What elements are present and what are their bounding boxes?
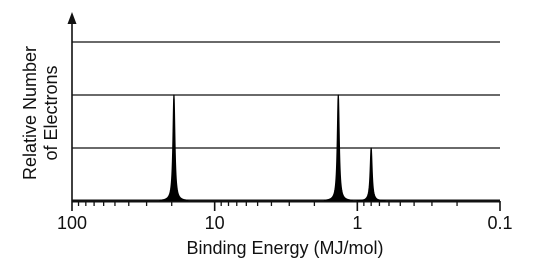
x-axis-label: Binding Energy (MJ/mol) — [186, 238, 384, 258]
y-axis-arrow — [68, 12, 77, 24]
y-axis-label-line-1: Relative Number — [20, 45, 40, 181]
x-tick-label: 100 — [56, 213, 88, 233]
x-tick-label: 10 — [204, 213, 225, 233]
x-ticks — [57, 201, 513, 233]
peak-3 — [357, 148, 385, 201]
x-tick-label: 1 — [352, 213, 363, 233]
gridlines — [72, 42, 500, 148]
axes — [68, 12, 501, 201]
x-tick-label: 0.1 — [487, 213, 513, 233]
y-axis-label-line-2: of Electrons — [41, 65, 61, 161]
